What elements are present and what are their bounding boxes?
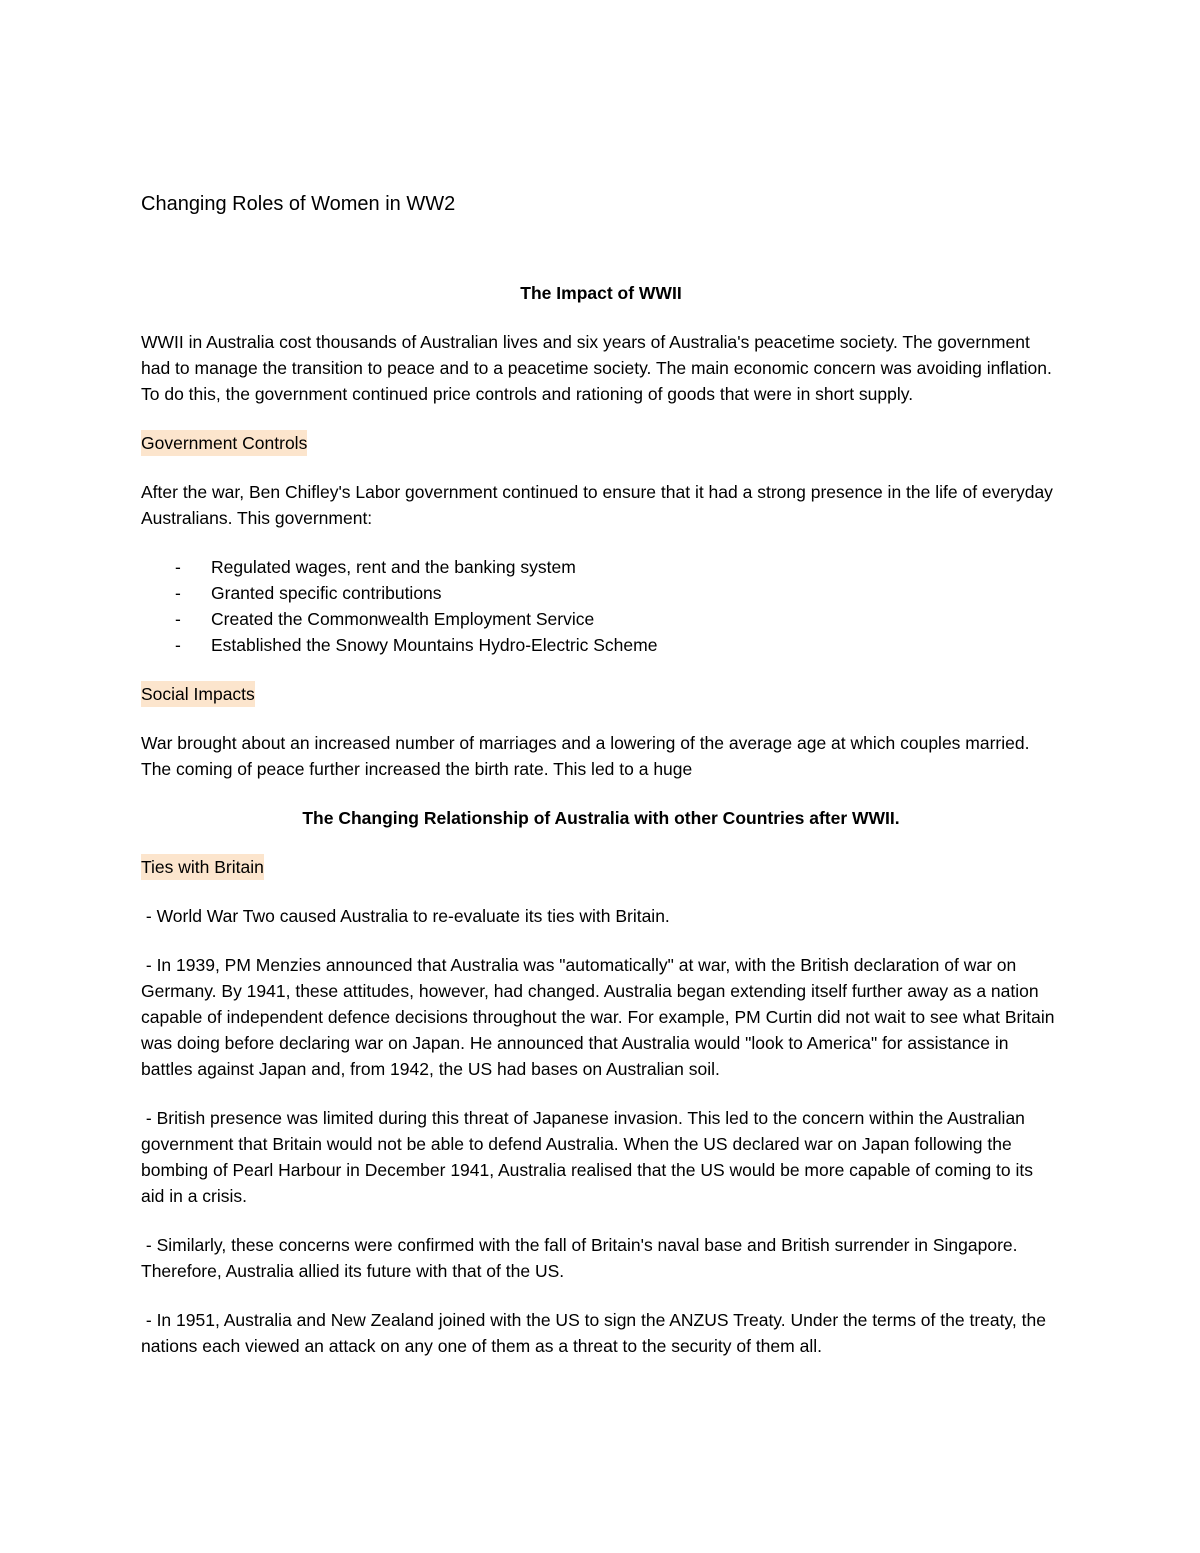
list-item: - Established the Snowy Mountains Hydro-Electric Scheme	[141, 632, 1061, 658]
list-item: - Granted specific contributions	[141, 580, 1061, 606]
document-title: Changing Roles of Women in WW2	[141, 193, 456, 215]
britain-paragraph: - In 1951, Australia and New Zealand joined with the US to sign the ANZUS Treaty. Under the terms of the treaty, the nations each viewed an attack on any one of them as a threat to the security of them all.	[141, 1310, 1051, 1356]
britain-paragraph: - Similarly, these concerns were confirmed with the fall of Britain's naval base and British surrender in Singapore. Therefore, Australia allied its future with that of the US.	[141, 1235, 1023, 1281]
subheading-social-impacts: Social Impacts	[141, 681, 255, 707]
document-page	[141, 190, 1061, 1359]
britain-paragraph: - British presence was limited during this threat of Japanese invasion. This led to the concern within the Australian government that Britain would not be able to defend Australia. When the US declared war on Japan following the bombing of Pearl Harbour in December 1941, Australia realised that the US would be more capable of coming to its aid in a crisis.	[141, 1108, 1038, 1206]
government-list	[141, 554, 1061, 658]
dash-bullet: -	[175, 583, 181, 603]
subheading-government-controls: Government Controls	[141, 430, 307, 456]
dash-bullet: -	[175, 609, 181, 629]
subheading-ties-with-britain: Ties with Britain	[141, 854, 264, 880]
dash-bullet: -	[175, 557, 181, 577]
government-paragraph: After the war, Ben Chifley's Labor government continued to ensure that it had a strong presence in the life of everyday Australians. This government:	[141, 482, 1053, 528]
list-item: - Regulated wages, rent and the banking system	[141, 554, 1061, 580]
heading-changing-relationship: The Changing Relationship of Australia with other Countries after WWII.	[302, 808, 900, 828]
britain-paragraph: - World War Two caused Australia to re-evaluate its ties with Britain.	[141, 906, 670, 926]
britain-paragraph: - In 1939, PM Menzies announced that Australia was "automatically" at war, with the British declaration of war on Germany. By 1941, these attitudes, however, had changed. Australia began extending itself further away as a nation capable of independent defence decisions throughout the war. For example, PM Curtin did not wait to see what Britain was doing before declaring war on Japan. He announced that Australia would "look to America" for assistance in battles against Japan and, from 1942, the US had bases on Australian soil.	[141, 955, 1060, 1079]
intro-paragraph: WWII in Australia cost thousands of Australian lives and six years of Australia's peacetime society. The government had to manage the transition to peace and to a peacetime society. The main economic concern was avoiding inflation. To do this, the government continued price controls and rationing of goods that were in short supply.	[141, 332, 1052, 404]
social-paragraph: War brought about an increased number of marriages and a lowering of the average age at which couples married. The coming of peace further increased the birth rate. This led to a huge	[141, 733, 1030, 779]
heading-impact-of-wwii: The Impact of WWII	[520, 283, 682, 303]
dash-bullet: -	[175, 635, 181, 655]
list-item: - Created the Commonwealth Employment Service	[141, 606, 1061, 632]
